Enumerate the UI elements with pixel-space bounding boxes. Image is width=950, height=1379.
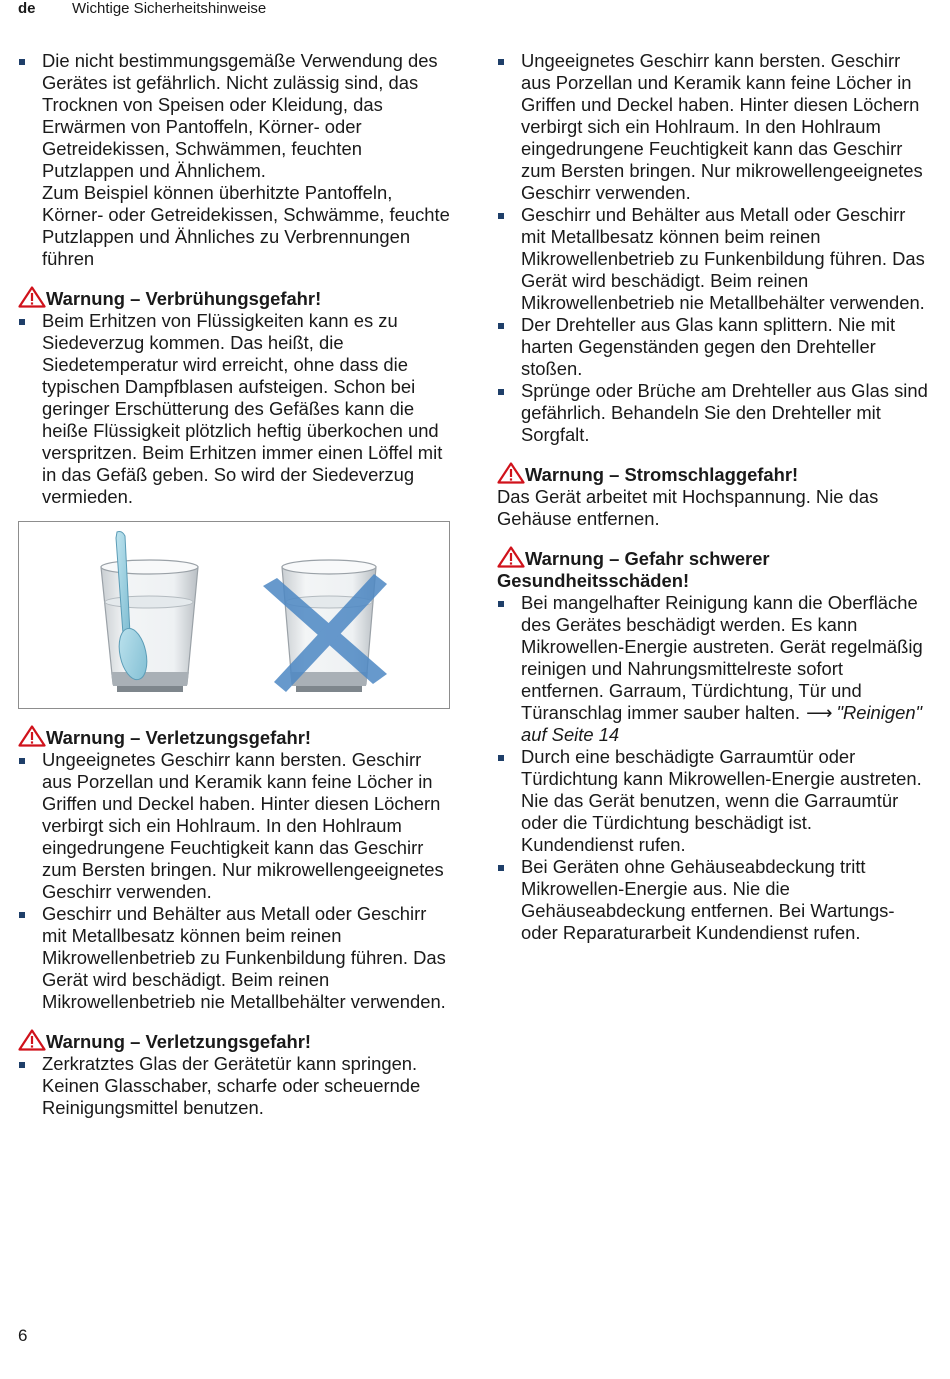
warning-triangle-icon [497,546,525,568]
item-text: Bei Geräten ohne Gehäuseabdeckung tritt Mikrowellen-Energie aus. Nie die Gehäuseabdeckung entfernen. Bei Wartungs- oder Reparaturarbeit Kundendienst rufen. [521,856,895,943]
list-item [18,749,454,903]
bullet-icon [19,912,25,918]
item-text: Durch eine beschädigte Garraumtür oder Türdichtung kann Mikrowellen-Energie austreten. Nie das Gerät benutzen, wenn die Garraumtür oder die Türdichtung beschädigt ist. Kundendienst rufen. [521,746,922,855]
warning-heading: Warnung – Stromschlaggefahr! [497,462,929,486]
warning-scald [18,286,454,508]
item-text: Bei mangelhafter Reinigung kann die Oberfläche des Gerätes beschädigt werden. Es kann Mikrowellen-Energie austreten. Gerät regelmäßig reinigen und Nahrungsmittelreste sofort entfernen. Garraum, Türdichtung, Tür und Türanschlag immer sauber halten. ⟶ "Reinigen" auf Seite 14 [521,592,923,745]
bullet-icon [498,865,504,871]
warning-heading: Warnung – Gefahr schwerer Gesundheitsschäden! [497,548,770,591]
bullet-icon [498,59,504,65]
warning-health [497,546,929,944]
bullet-icon [19,1062,25,1068]
item-text: Ungeeignetes Geschirr kann bersten. Geschirr aus Porzellan und Keramik kann feine Löcher in Griffen und Deckel haben. Hinter diesen Löchern verbirgt sich ein Hohlraum. In den Hohlraum eingedrungene Feuchtigkeit kann das Geschirr zum Bersten bringen. Nur mikrowellengeeignetes Geschirr verwenden. [42,749,444,902]
warning-triangle-icon [18,286,46,308]
warning-injury-2 [18,1029,454,1119]
item-text: Zum Beispiel können überhitzte Pantoffeln, Körner- oder Getreidekissen, Schwämme, feuchte Putzlappen und Ähnliches zu Verbrennungen führen [42,182,450,269]
list-item [18,1053,454,1119]
list-item [18,903,454,1013]
bullet-icon [498,755,504,761]
list-item [497,592,929,746]
list-item [497,314,929,380]
item-text: Geschirr und Behälter aus Metall oder Geschirr mit Metallbesatz können beim reinen Mikrowellenbetrieb zu Funkenbildung führen. Das Gerät wird beschädigt. Beim reinen Mikrowellenbetrieb nie Metallbehälter verwenden. [521,204,925,313]
item-text: Ungeeignetes Geschirr kann bersten. Geschirr aus Porzellan und Keramik kann feine Löcher in Griffen und Deckel haben. Hinter diesen Löchern verbirgt sich ein Hohlraum. In den Hohlraum eingedrungene Feuchtigkeit kann das Geschirr zum Bersten bringen. Nur mikrowellengeeignetes Geschirr verwenden. [521,50,923,203]
warning-heading: Warnung – Verbrühungsgefahr! [18,286,454,310]
warning-shock [497,462,929,530]
bullet-icon [19,758,25,764]
item-text: Zerkratztes Glas der Gerätetür kann springen. Keinen Glasschaber, scharfe oder scheuernde Reinigungsmittel benutzen. [42,1053,421,1118]
item-text: Beim Erhitzen von Flüssigkeiten kann es zu Siedeverzug kommen. Das heißt, die Siedetemperatur wird erreicht, ohne dass die typischen Dampfblasen aufsteigen. Schon bei geringer Erschütterung des Gefäßes kann die heiße Flüssigkeit plötzlich heftig überkochen und verspritzen. Beim Erhitzen immer einen Löffel mit in das Gefäß geben. So wird der Siedeverzug vermieden. [42,310,443,507]
item-text: Die nicht bestimmungsgemäße Verwendung des Gerätes ist gefährlich. Nicht zulässig sind, das Trocknen von Speisen oder Kleidung, das Erwärmen von Pantoffeln, Körner- oder Getreidekissen, Schwämmen, feuchten Putzlappen und Ähnlichem. [42,50,438,181]
list-item [497,380,929,446]
item-text: Der Drehteller aus Glas kann splittern. Nie mit harten Gegenständen gegen den Drehteller stoßen. [521,314,896,379]
warning-triangle-icon [18,725,46,747]
warning-heading: Warnung – Verletzungsgefahr! [18,725,454,749]
bullet-icon [19,319,25,325]
warning-heading: Warnung – Verletzungsgefahr! [18,1029,454,1053]
bullet-icon [498,389,504,395]
bullet-icon [498,213,504,219]
warning-text: Das Gerät arbeitet mit Hochspannung. Nie das Gehäuse entfernen. [497,486,879,529]
page-reference-link[interactable]: "Reinigen" auf Seite 14 [521,702,923,745]
language-code: de [18,0,36,17]
list-item [497,746,929,856]
warning-triangle-icon [18,1029,46,1051]
list-item [497,50,929,204]
page-number: 6 [18,1326,28,1345]
arrow-right-icon: ⟶ [806,702,833,723]
right-column [497,50,929,944]
bullet-icon [19,59,25,65]
list-item [18,310,454,508]
header-title: Wichtige Sicherheitshinweise [72,0,267,17]
glass-spoon-illustration [18,521,450,709]
glass-with-spoon [101,532,198,693]
warning-triangle-icon [497,462,525,484]
list-item [497,856,929,944]
bullet-icon [498,601,504,607]
list-item [18,50,454,270]
item-text: Sprünge oder Brüche am Drehteller aus Glas sind gefährlich. Behandeln Sie den Drehteller mit Sorgfalt. [521,380,928,445]
list-item [497,204,929,314]
page-header [18,0,267,18]
warning-injury-1 [18,725,454,1013]
item-text: Geschirr und Behälter aus Metall oder Geschirr mit Metallbesatz können beim reinen Mikrowellenbetrieb zu Funkenbildung führen. Das Gerät wird beschädigt. Beim reinen Mikrowellenbetrieb nie Metallbehälter verwenden. [42,903,446,1012]
bullet-icon [498,323,504,329]
left-column [18,50,454,1119]
